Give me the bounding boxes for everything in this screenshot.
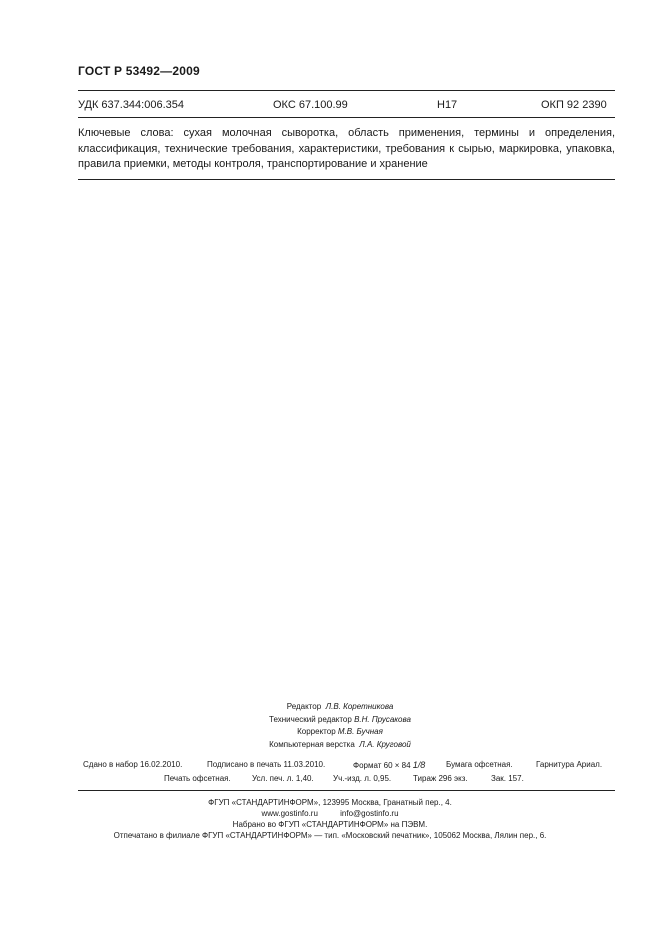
document-title: ГОСТ Р 53492—2009 — [78, 64, 200, 78]
credit-role: Технический редактор — [269, 714, 352, 724]
imprint-print: Печать офсетная. — [164, 774, 231, 783]
imprint-zak: Зак. 157. — [491, 774, 524, 783]
imprint-format — [353, 760, 425, 770]
credits-block — [240, 701, 440, 751]
imprint-divider — [78, 790, 615, 791]
top-divider — [78, 90, 615, 91]
publisher-typeset: Набрано во ФГУП «СТАНДАРТИНФОРМ» на ПЭВМ. — [232, 820, 428, 829]
credit-name: Л.В. Коретникова — [325, 702, 394, 711]
credit-name: М.В. Бучная — [337, 727, 383, 736]
imprint-usl: Усл. печ. л. 1,40. — [252, 774, 314, 783]
imprint-tirazh: Тираж 296 экз. — [413, 774, 468, 783]
publisher-address: ФГУП «СТАНДАРТИНФОРМ», 123995 Москва, Гранатный пер., 4. — [208, 798, 452, 807]
credit-editor — [240, 701, 440, 714]
credit-proofreader — [240, 726, 440, 739]
credit-layout — [240, 739, 440, 752]
publisher-printed: Отпечатано в филиале ФГУП «СТАНДАРТИНФОРМ» — тип. «Московский печатник», 105062 Москва, Лялин пер., 6. — [113, 831, 547, 840]
credit-role: Компьютерная верстка — [269, 739, 355, 749]
udk-code: УДК 637.344:006.354 — [78, 99, 184, 111]
classification-divider — [78, 117, 615, 118]
imprint-sent: Сдано в набор 16.02.2010. — [83, 760, 183, 769]
credit-name: Л.А. Круговой — [359, 739, 411, 749]
credit-role: Корректор — [297, 727, 336, 736]
imprint-font: Гарнитура Ариал. — [536, 760, 603, 769]
publisher-block — [80, 797, 580, 841]
imprint-format-text: Формат 60 × 84 — [353, 761, 411, 770]
imprint-paper: Бумага офсетная. — [446, 760, 513, 769]
credit-tech-editor — [240, 714, 440, 727]
keywords-paragraph: Ключевые слова: сухая молочная сыворотка, область применения, термины и определения, классификация, технические требования, характеристики, требования к сырью, маркировка, упаковка, правила приемки, методы контроля, транспортирование и хранение — [78, 127, 615, 170]
okp-code: ОКП 92 2390 — [541, 99, 607, 111]
imprint-format-fraction: 1/8 — [412, 760, 426, 770]
keywords-divider — [78, 179, 615, 180]
oks-code: ОКС 67.100.99 — [273, 99, 348, 111]
credit-role: Редактор — [286, 702, 322, 711]
group-code: Н17 — [437, 99, 458, 111]
publisher-web: www.gostinfo.ru info@gostinfo.ru — [261, 809, 399, 818]
imprint-signed: Подписано в печать 11.03.2010. — [207, 760, 326, 769]
imprint-uch: Уч.-изд. л. 0,95. — [333, 774, 392, 783]
credit-name: В.Н. Прусакова — [354, 714, 411, 724]
